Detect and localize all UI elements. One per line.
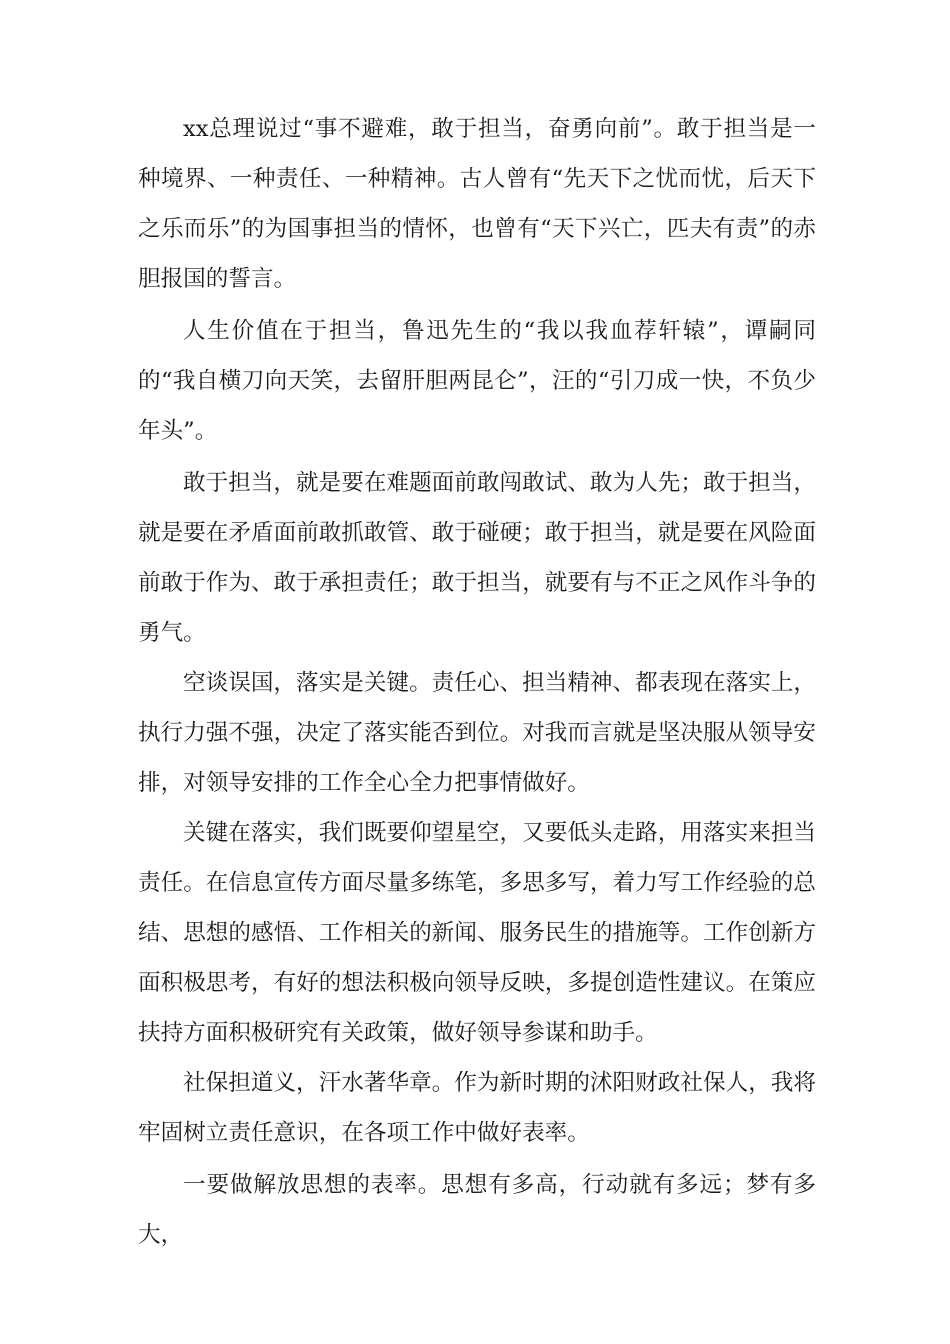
- paragraph-2: 人生价值在于担当，鲁迅先生的“我以我血荐轩辕”，谭嗣同的“我自横刀向天笑，去留肝胆两昆仑”，汪的“引刀成一快，不负少年头”。: [138, 318, 816, 444]
- paragraph-5: 关键在落实，我们既要仰望星空，又要低头走路，用落实来担当责任。在信息宣传方面尽量多练笔，多思多写，着力写工作经验的总结、思想的感悟、工作相关的新闻、服务民生的措施等。工作创新方面积极思考，有好的想法积极向领导反映，多提创造性建议。在策应扶持方面积极研究有关政策，做好领导参谋和助手。: [138, 820, 816, 1046]
- paragraph-6: 社保担道义，汗水著华章。作为新时期的沭阳财政社保人，我将牢固树立责任意识，在各项工作中做好表率。: [138, 1070, 816, 1146]
- paragraph-7: 一要做解放思想的表率。思想有多高，行动就有多远；梦有多大，: [138, 1172, 816, 1248]
- paragraph-4: 空谈误国，落实是关键。责任心、担当精神、都表现在落实上，执行力强不强，决定了落实能否到位。对我而言就是坚决服从领导安排，对领导安排的工作全心全力把事情做好。: [138, 670, 816, 796]
- paragraph-1: xx总理说过“事不避难，敢于担当，奋勇向前”。敢于担当是一种境界、一种责任、一种精神。古人曾有“先天下之忧而忧，后天下之乐而乐”的为国事担当的情怀，也曾有“天下兴亡，匹夫有责”的赤胆报国的誓言。: [138, 116, 816, 292]
- paragraph-3: 敢于担当，就是要在难题面前敢闯敢试、敢为人先；敢于担当，就是要在矛盾面前敢抓敢管、敢于碰硬；敢于担当，就是要在风险面前敢于作为、敢于承担责任；敢于担当，就要有与不正之风作斗争的勇气。: [138, 470, 816, 646]
- document-body: [138, 104, 816, 1260]
